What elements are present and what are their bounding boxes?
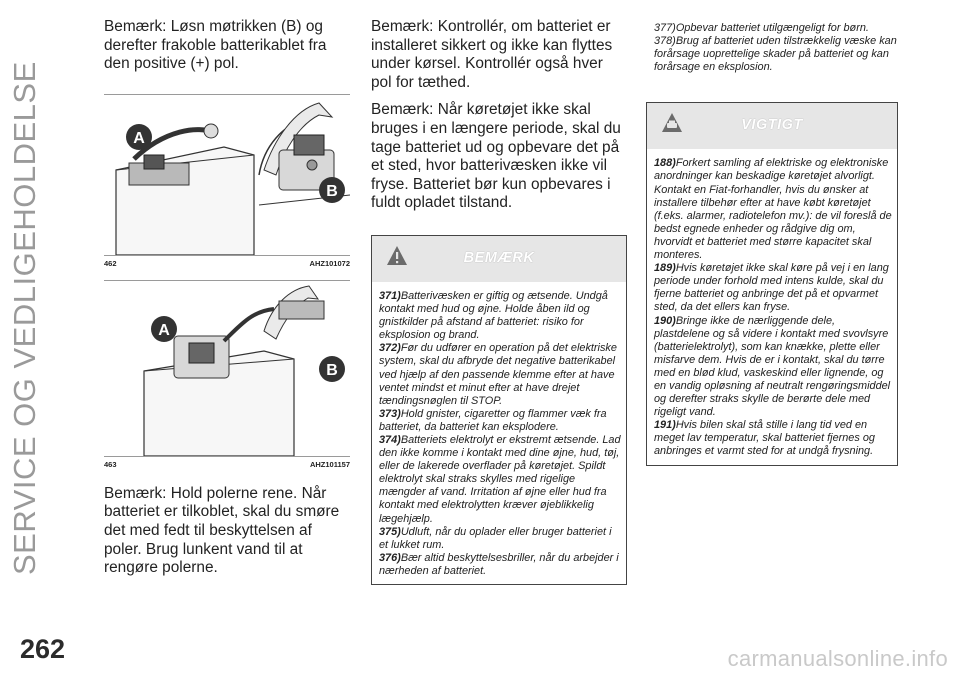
note-item	[379, 290, 621, 342]
note-item	[379, 408, 621, 434]
note-number: 376)	[379, 551, 401, 564]
note-box	[371, 235, 627, 585]
figure-463	[104, 280, 350, 469]
note-item	[654, 315, 892, 420]
note-text: Før du udfører en operation på det elektriske system, skal du afbryde det negative batterikabel ved hjælp af den passende klemme efter at have ventet mindst et minut efter at have drejet tændingsnøglen til STOP.	[379, 342, 617, 407]
figure-label-b: B	[326, 361, 338, 379]
note-number: 377)	[654, 22, 676, 34]
important-list	[647, 149, 897, 464]
note-text: Bringe ikke de nærliggende dele, plastdelene og så videre i kontakt med svovlsyre (batterielektrolyt), som kan knække, plette eller misfarve dem. Hvis de er i kontakt, skal du tørre med en blød klud, vaskeskind eller lignende, og en vandig opløsning af neutralt rengøringsmiddel og derefter straks skylle de berørte dele med rigeligt vand.	[654, 314, 891, 419]
figure-label-a: A	[133, 129, 145, 147]
note-list	[372, 282, 626, 584]
paragraph-keep-poles-clean: Bemærk: Hold polerne rene. Når batteriet er tilkoblet, skal du smøre det med fedt til beskyttelsen af poler. Brug lunkent vand til at rengøre polerne.	[104, 484, 340, 577]
note-number: 372)	[379, 342, 401, 355]
figure-caption	[104, 456, 350, 469]
note-header	[372, 236, 626, 282]
note-text: Batterivæsken er giftig og ætsende. Undgå kontakt med hud og øjne. Holde åben ild og gnistkilder på afstand af batteriet: risiko for eksplosion og brand.	[379, 289, 608, 342]
note-number: 191)	[654, 419, 676, 432]
figure-label-b: B	[326, 182, 338, 200]
column-middle	[371, 18, 627, 585]
note-title: BEMÆRK	[463, 249, 535, 266]
paragraph-check-battery: Bemærk: Kontrollér, om batteriet er installeret sikkert og ikke kan flyttes under kørsel. Kontrollér også hver pol for tæthed.	[371, 18, 613, 91]
note-text: Batteriets elektrolyt er ekstremt ætsende. Lad den ikke komme i kontakt med dine øjne, hud, tøj, eller de lakerede overflader på køretøjet. Spildt elektrolyt skal straks skylles med rigelige mængder af vand. Irritation af øjne eller hud fra kontakt med elektrolytten kræver øjeblikkelig lægehjælp.	[379, 433, 621, 525]
figure-number: 462	[104, 258, 117, 268]
important-title: VIGTIGT	[741, 117, 803, 134]
note-text: Hold gnister, cigaretter og flammer væk fra batteriet, da batteriet kan eksplodere.	[379, 407, 607, 433]
note-item	[654, 157, 892, 262]
note-number: 189)	[654, 262, 676, 275]
figure-caption	[104, 255, 350, 268]
note-item	[654, 419, 892, 458]
page-number: 262	[20, 634, 66, 664]
figure-code: AHZ101157	[309, 459, 350, 469]
figure-code: AHZ101072	[309, 258, 350, 268]
section-side-title: SERVICE OG VEDLIGEHOLDELSE	[7, 61, 42, 575]
note-item	[379, 526, 621, 552]
note-number: 378)	[654, 35, 676, 48]
figure-label-a: A	[158, 321, 170, 339]
note-item	[654, 35, 898, 74]
note-text: Udluft, når du oplader eller bruger batteriet i et lukket rum.	[379, 525, 612, 551]
column-right	[646, 22, 898, 466]
note-number: 374)	[379, 433, 401, 446]
note-number: 375)	[379, 525, 401, 538]
battery-terminal-illustration	[104, 281, 350, 456]
important-box	[646, 102, 898, 465]
note-text: Forkert samling af elektriske og elektroniske anordninger kan beskadige køretøjet alvorligt. Kontakt en Fiat-forhandler, hvis du ønsker at installere tilbehør efter at have købt køretøjet (f.eks. alarmer, radiotelefon mv.): de vil foreslå de bedst egnede enheder og rådgive dig om, hvorvidt et batteriet med større kapacitet skal monteres.	[654, 157, 892, 262]
note-text: Hvis bilen skal stå stille i lang tid ved en meget lav temperatur, skal batteriet fjernes og anbringes et varmt sted for at undgå frysning.	[654, 419, 875, 458]
note-number: 190)	[654, 314, 676, 327]
battery-terminal-illustration	[104, 95, 350, 255]
note-number: 371)	[379, 289, 401, 302]
note-item	[654, 262, 892, 314]
paragraph-loosen-nut: Bemærk: Løsn møtrikken (B) og derefter frakoble batterikablet fra den positive (+) pol.	[104, 18, 327, 73]
note-item	[654, 22, 898, 35]
note-text: Hvis køretøjet ikke skal køre på vej i en lang periode under forhold med intens kulde, skal du fjerne batteriet og anbringe det på et opvarmet sted, da det ellers kan fryse.	[654, 262, 889, 314]
note-text: Brug af batteriet uden tilstrækkelig væske kan forårsage uoprettelige skader på batteriet og kan forårsage en eksplosion.	[654, 35, 897, 74]
important-header	[647, 103, 897, 149]
note-text: Opbevar batteriet utilgængeligt for børn.	[675, 22, 869, 34]
note-list-continued	[646, 22, 898, 74]
note-item	[379, 434, 621, 526]
figure-462	[104, 94, 350, 268]
note-text: Bær altid beskyttelsesbriller, når du arbejder i nærheden af batteriet.	[379, 551, 619, 577]
note-item	[379, 342, 621, 407]
figure-number: 463	[104, 459, 117, 469]
note-item	[379, 552, 621, 578]
paragraph-storage: Bemærk: Når køretøjet ikke skal bruges i en længere periode, skal du tage batteriet ud og opbevare det på et sted, hvor batterivæsken ikke vil fryse. Batteriet bør kun opbevares i fuldt opladet tilstand.	[371, 101, 621, 212]
column-left	[104, 18, 350, 578]
watermark: carmanualsonline.info	[727, 646, 948, 671]
note-number: 188)	[654, 157, 676, 170]
note-number: 373)	[379, 407, 401, 420]
